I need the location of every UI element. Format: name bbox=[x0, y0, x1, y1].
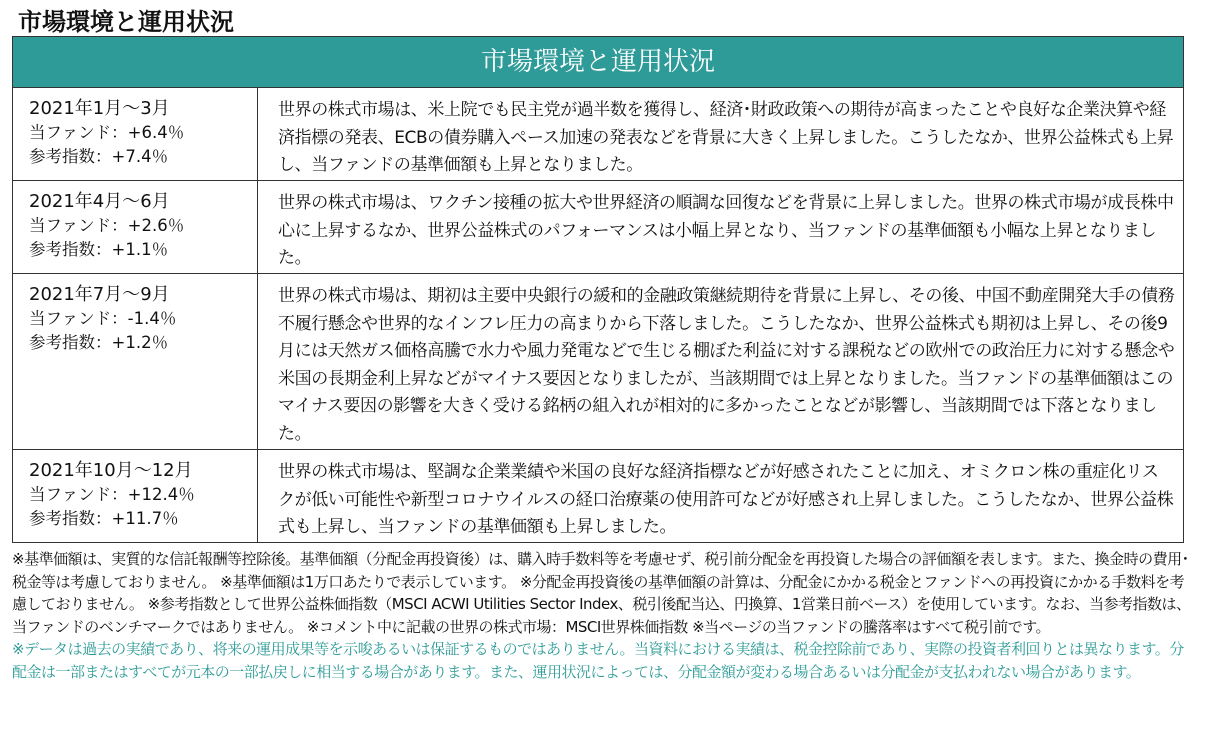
comment-cell: 世界の株式市場は、堅調な企業業績や米国の良好な経済指標などが好感されたことに加え、オミクロン株の重症化リスクが低い可能性や新型コロナウイルスの経口治療薬の使用許可などが好感され上昇しました。こうしたなか、世界公益株式も上昇し、当ファンドの基準価額も上昇しました。 bbox=[278, 462, 1174, 537]
fund-return: 当ファンド：-1.4％ bbox=[29, 309, 177, 328]
table-row bbox=[13, 181, 1183, 274]
index-return: 参考指数：+11.7％ bbox=[29, 509, 179, 528]
comment-cell: 世界の株式市場は、米上院でも民主党が過半数を獲得し、経済･財政政策への期待が高まったことや良好な企業決算や経済指標の発表、ECBの債券購入ペース加速の発表などを背景に大きく上昇しました。こうしたなか、世界公益株式も上昇し、当ファンドの基準価額も上昇となりました。 bbox=[278, 100, 1174, 175]
market-environment-table bbox=[12, 36, 1184, 543]
table-row bbox=[13, 274, 1183, 450]
fund-return: 当ファンド：+6.4％ bbox=[29, 123, 185, 142]
period-label: 2021年7月～9月 bbox=[29, 284, 170, 305]
table-row bbox=[13, 450, 1183, 542]
period-cell bbox=[13, 88, 258, 180]
fund-return: 当ファンド：+2.6％ bbox=[29, 216, 185, 235]
comment-cell: 世界の株式市場は、期初は主要中央銀行の緩和的金融政策継続期待を背景に上昇し、その後、中国不動産開発大手の債務不履行懸念や世界的なインフレ圧力の高まりから下落しました。こうしたなか、世界公益株式も期初は上昇し、その後9月には天然ガス価格高騰で水力や風力発電などで生じる棚ぼた利益に対する課税などの欧州での政治圧力に対する懸念や米国の長期金利上昇などがマイナス要因となりましたが、当該期間では上昇となりました。当ファンドの基準価額はこのマイナス要因の影響を大きく受ける銘柄の組入れが相対的に多かったことなどが影響し、当該期間では下落となりました。 bbox=[278, 286, 1175, 444]
index-return: 参考指数：+1.2％ bbox=[29, 333, 169, 352]
period-label: 2021年10月～12月 bbox=[29, 460, 193, 481]
index-return: 参考指数：+1.1％ bbox=[29, 240, 169, 259]
disclaimer-notes: ※基準価額は、実質的な信託報酬等控除後。基準価額（分配金再投資後）は、購入時手数料等を考慮せず、税引前分配金を再投資した場合の評価額を表します。また、換金時の費用･税金等は考慮しておりません。 ※基準価額は1万口あたりで表示しています。 ※分配金再投資後の基準価額の計算は、分配金にかかる税金とファンドへの再投資にかかる手数料を考慮しておりません。 ※参考指数として世界公益株価指数（MSCI ACWI Utilities Sector Index、税引後配当込、円換算、1営業日前ベース）を使用しています。なお、当参考指数は、当ファンドのベンチマークではありません。 ※コメント中に記載の世界の株式市場：MSCI世界株価指数 ※当ページの当ファンドの騰落率はすべて税引前です。 bbox=[12, 550, 1191, 636]
period-label: 2021年1月～3月 bbox=[29, 98, 170, 119]
footnotes bbox=[12, 548, 1192, 683]
period-cell bbox=[13, 450, 258, 542]
page-title: 市場環境と運用状況 bbox=[18, 8, 234, 36]
period-cell bbox=[13, 181, 258, 273]
risk-notes: ※データは過去の実績であり、将来の運用成果等を示唆あるいは保証するものではありません。当資料における実績は、税金控除前であり、実際の投資者利回りとは異なります。分配金は一部またはすべてが元本の一部払戻しに相当する場合があります。また、運用状況によっては、分配金額が変わる場合あるいは分配金が支払われない場合があります。 bbox=[12, 640, 1184, 681]
period-label: 2021年4月～6月 bbox=[29, 191, 170, 212]
index-return: 参考指数：+7.4％ bbox=[29, 147, 169, 166]
fund-return: 当ファンド：+12.4％ bbox=[29, 485, 195, 504]
table-row bbox=[13, 88, 1183, 181]
table-header: 市場環境と運用状況 bbox=[13, 37, 1183, 88]
comment-cell: 世界の株式市場は、ワクチン接種の拡大や世界経済の順調な回復などを背景に上昇しました。世界の株式市場が成長株中心に上昇するなか、世界公益株式のパフォーマンスは小幅上昇となり、当ファンドの基準価額も小幅な上昇となりました。 bbox=[278, 193, 1174, 268]
period-cell bbox=[13, 274, 258, 449]
